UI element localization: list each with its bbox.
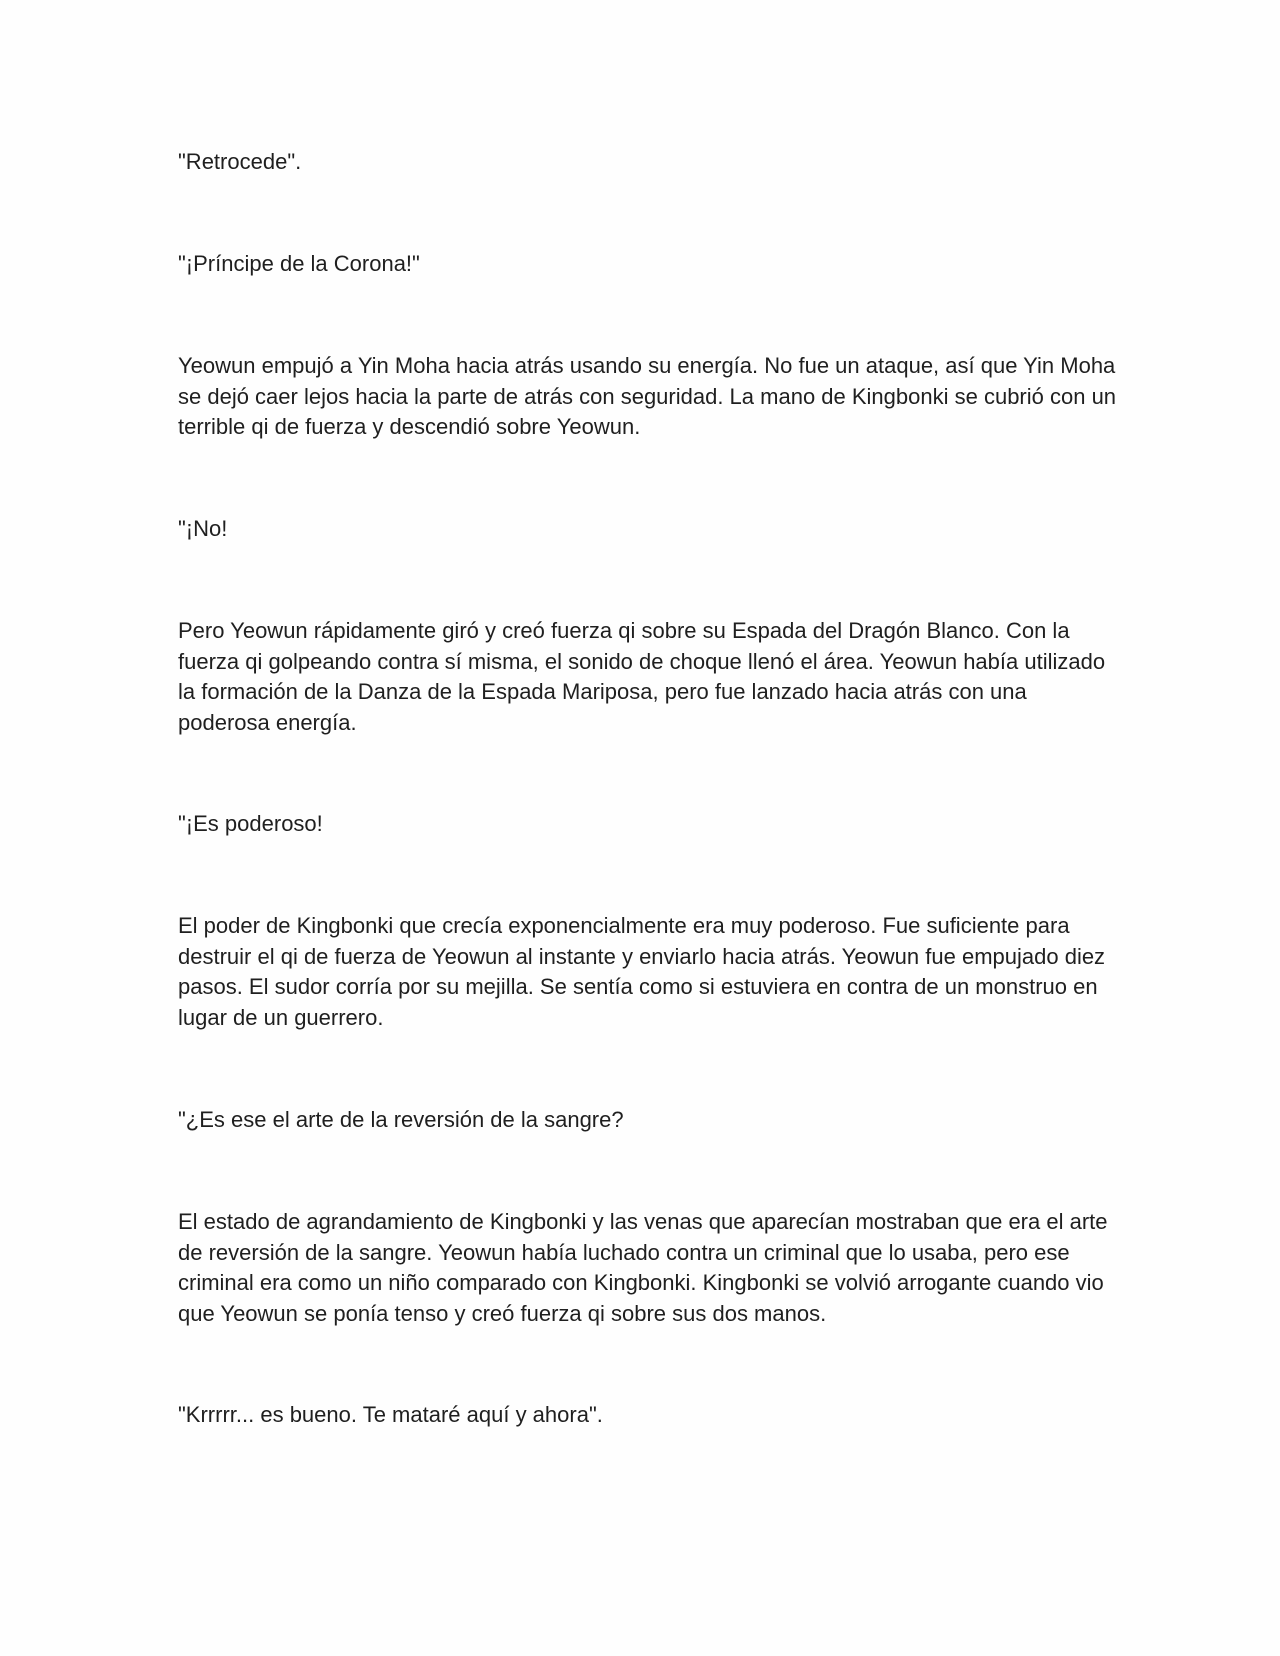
- paragraph-4: "¡No!: [178, 516, 228, 541]
- paragraph-3: Yeowun empujó a Yin Moha hacia atrás usando su energía. No fue un ataque, así que Yin Moha se dejó caer lejos hacia la parte de atrás con seguridad. La mano de Kingbonki se cubrió con un terrible qi de fuerza y descendió sobre Yeowun.: [178, 353, 1117, 439]
- paragraph-2: "¡Príncipe de la Corona!": [178, 251, 420, 276]
- paragraph-10: "Krrrrr... es bueno. Te mataré aquí y ahora".: [178, 1402, 603, 1427]
- paragraph-8: "¿Es ese el arte de la reversión de la sangre?: [178, 1107, 624, 1132]
- paragraph-1: "Retrocede".: [178, 149, 302, 174]
- paragraph-7: El poder de Kingbonki que crecía exponencialmente era muy poderoso. Fue suficiente para destruir el qi de fuerza de Yeowun al instante y enviarlo hacia atrás. Yeowun fue empujado diez pasos. El sudor corría por su mejilla. Se sentía como si estuviera en contra de un monstruo en lugar de un guerrero.: [178, 913, 1106, 1030]
- paragraph-5: Pero Yeowun rápidamente giró y creó fuerza qi sobre su Espada del Dragón Blanco. Con la fuerza qi golpeando contra sí misma, el sonido de choque llenó el área. Yeowun había utilizado la formación de la Danza de la Espada Mariposa, pero fue lanzado hacia atrás con una poderosa energía.: [178, 618, 1106, 735]
- paragraph-6: "¡Es poderoso!: [178, 811, 323, 836]
- paragraph-9: El estado de agrandamiento de Kingbonki y las venas que aparecían mostraban que era el arte de reversión de la sangre. Yeowun había luchado contra un criminal que lo usaba, pero ese criminal era como un niño comparado con Kingbonki. Kingbonki se volvió arrogante cuando vio que Yeowun se ponía tenso y creó fuerza qi sobre sus dos manos.: [178, 1209, 1108, 1326]
